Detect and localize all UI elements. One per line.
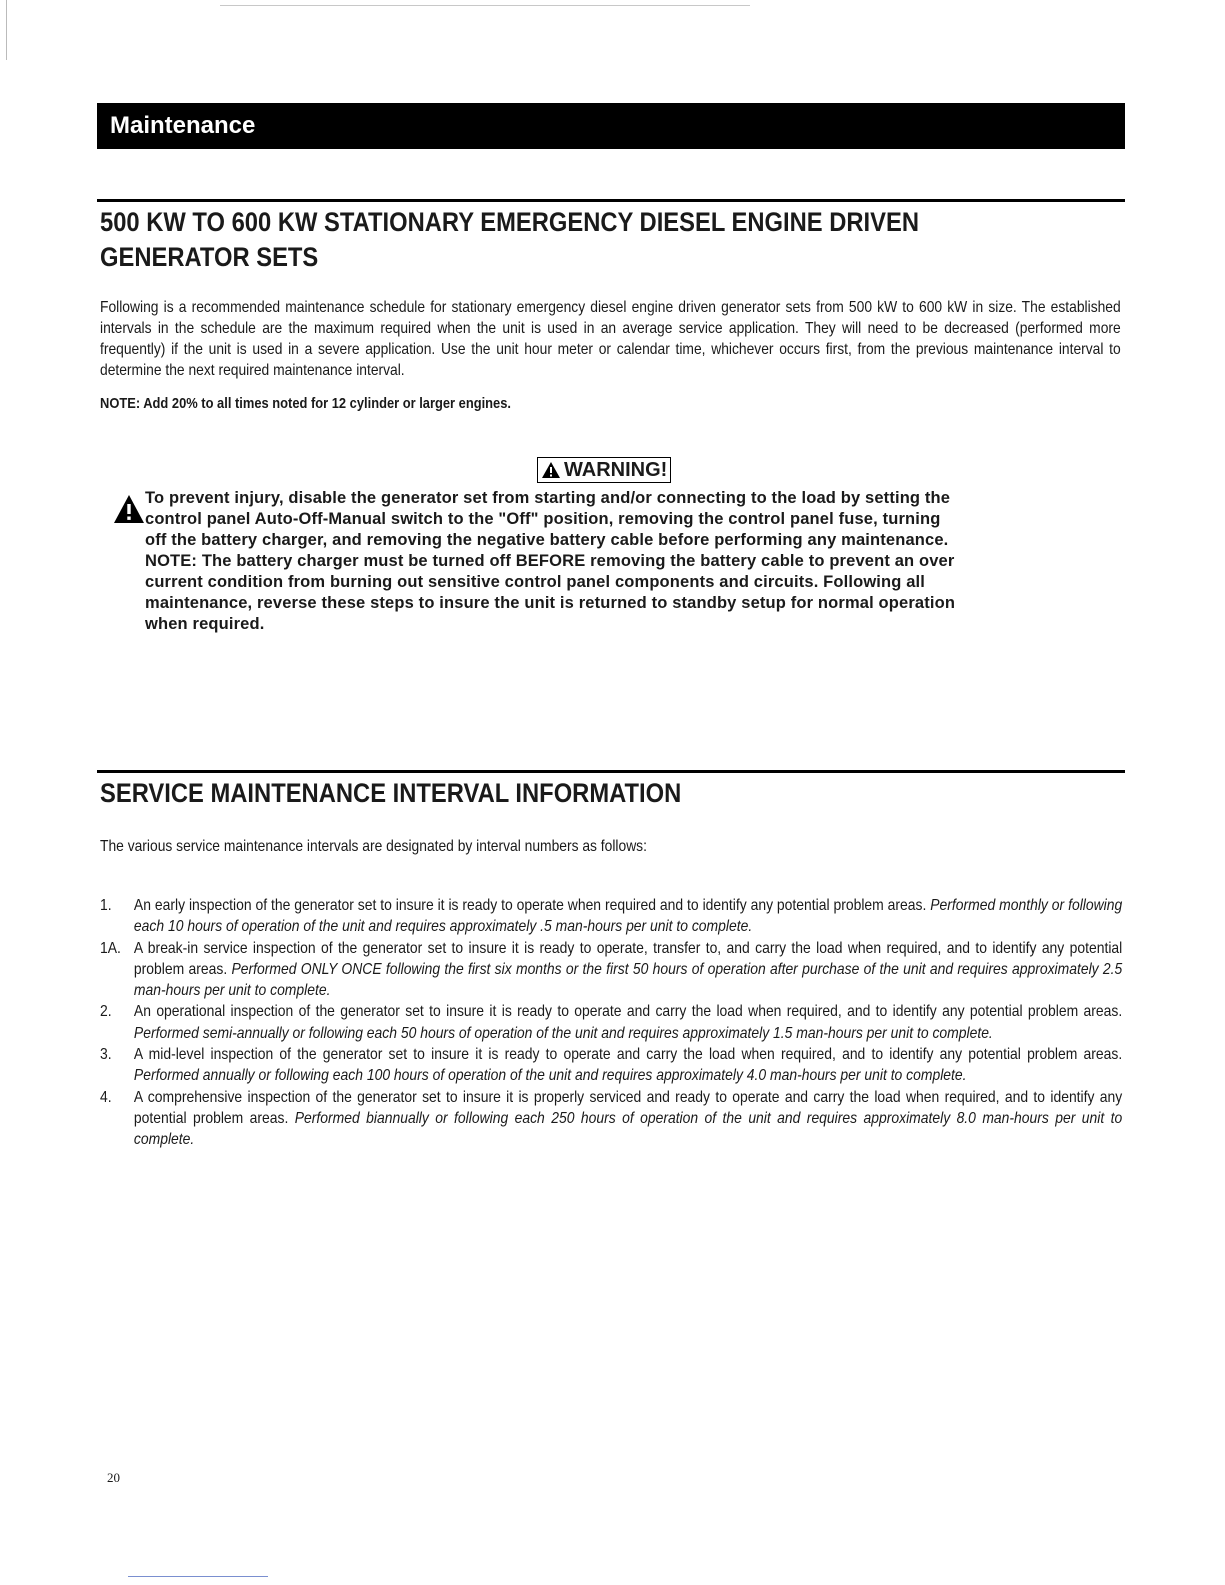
interval-item [100, 1087, 1122, 1151]
main-title-line2: GENERATOR SETS [100, 242, 319, 272]
warning-text [145, 488, 1120, 635]
interval-schedule: Performed biannually or following each 250 hours of operation of the unit and requires approximately 8.0 man-hours per unit to complete. [133, 1109, 1123, 1149]
warning-badge [537, 457, 671, 483]
title-rule [97, 199, 1125, 202]
interval-number: 1. [100, 897, 112, 914]
interval-text: An operational inspection of the generator set to insure it is ready to operate and carry the load when required, and to identify any potential problem areas. [133, 1003, 1123, 1021]
interval-number: 2. [100, 1003, 112, 1021]
warning-line: when required. [145, 615, 265, 633]
warning-line: off the battery charger, and removing the negative battery cable before performing any maintenance. [145, 531, 949, 549]
warning-line: NOTE: The battery charger must be turned off BEFORE removing the battery cable to prevent an over [145, 552, 955, 570]
main-title [100, 205, 1121, 275]
interval-item [100, 938, 1122, 1002]
warning-badge-label: WARNING! [564, 459, 668, 481]
interval-schedule: Performed semi-annually or following each 50 hours of operation of the unit and requires approximately 1.5 man-hours per unit to complete. [133, 1024, 993, 1042]
interval-item [100, 1044, 1122, 1087]
warning-triangle-small-icon [541, 461, 561, 479]
warning-line: current condition from burning out sensitive control panel components and circuits. Following all [145, 573, 926, 591]
interval-text: A mid-level inspection of the generator set to insure it is ready to operate and carry the load when required, and to identify any potential problem areas. [133, 1046, 1123, 1064]
warning-line: maintenance, reverse these steps to insure the unit is returned to standby setup for normal operation [145, 594, 956, 612]
interval-schedule: Performed monthly or following each 10 hours of operation of the unit and requires approximately .5 man-hours per unit to complete. [133, 897, 1123, 936]
section-banner: Maintenance [97, 103, 1125, 149]
main-title-line1: 500 KW TO 600 KW STATIONARY EMERGENCY DIESEL ENGINE DRIVEN [100, 207, 920, 237]
scan-artifact-top [220, 5, 750, 6]
interval-item [100, 895, 1122, 938]
service-title: SERVICE MAINTENANCE INTERVAL INFORMATION [100, 778, 682, 808]
interval-list [100, 895, 1122, 1151]
interval-number: 3. [100, 1046, 112, 1064]
scan-artifact-bottom [128, 1576, 268, 1577]
warning-line: To prevent injury, disable the generator set from starting and/or connecting to the load by setting the [145, 489, 951, 507]
engine-note: NOTE: Add 20% to all times noted for 12 cylinder or larger engines. [100, 395, 511, 412]
interval-number: 1A. [100, 939, 121, 957]
intro-paragraph: Following is a recommended maintenance schedule for stationary emergency diesel engine driven generator sets from 500 kW to 600 kW in size. The established intervals in the schedule are the maximum required when the unit is used in an average service application. They will need to be decreased (performed more frequently) if the unit is used in a severe application. Use the unit hour meter or calendar time, whichever occurs first, from the previous maintenance interval to determine the next required maintenance interval. [100, 299, 1121, 379]
interval-text: An early inspection of the generator set to insure it is ready to operate when required and to identify any potential problem areas. [133, 897, 931, 914]
service-rule [97, 770, 1125, 773]
interval-text: A comprehensive inspection of the generator set to insure it is properly serviced and ready to operate and carry the load when required, and to identify any potential problem areas. [133, 1088, 1123, 1127]
page-number: 20 [107, 1470, 120, 1485]
interval-number: 4. [100, 1088, 112, 1106]
interval-schedule: Performed annually or following each 100 hours of operation of the unit and requires approximately 4.0 man-hours per unit to complete. [133, 1067, 967, 1085]
interval-schedule: Performed ONLY ONCE following the first six months or the first 50 hours of operation after purchase of the unit and requires approximately 2.5 man-hours per unit to complete. [133, 960, 1123, 1000]
warning-line: control panel Auto-Off-Manual switch to the "Off" position, removing the control panel fuse, turning [145, 510, 941, 528]
warning-triangle-icon [113, 494, 145, 524]
interval-item [100, 1001, 1122, 1044]
interval-text: A break-in service inspection of the generator set to insure it is ready to operate, transfer to, and carry the load when required, and to identify any potential problem areas. [133, 939, 1123, 978]
scan-artifact-left [6, 0, 7, 60]
service-lead: The various service maintenance intervals are designated by interval numbers as follows: [100, 838, 647, 855]
